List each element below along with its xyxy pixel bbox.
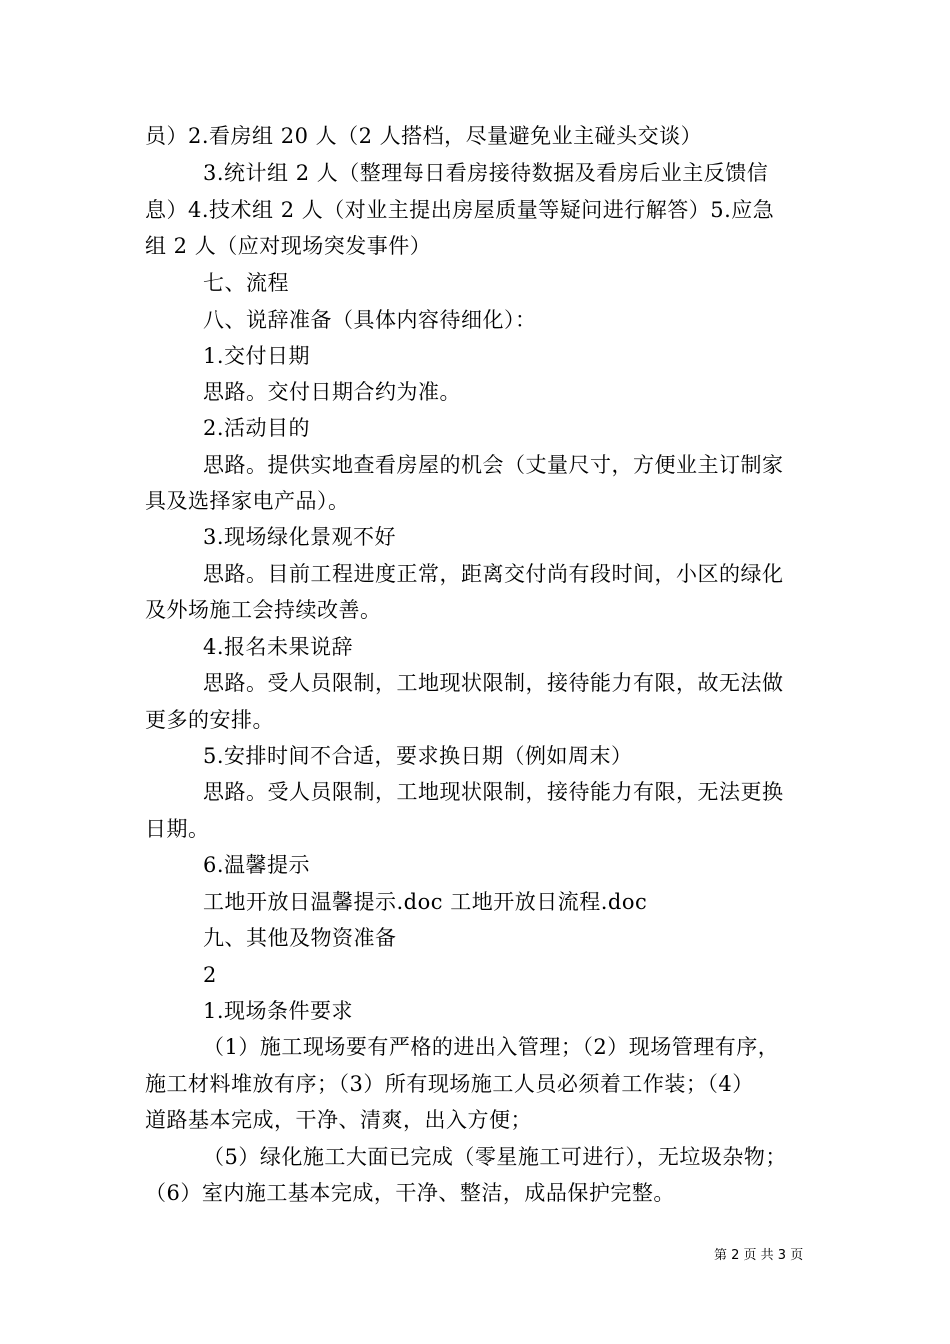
text-line: 更多的安排。 <box>145 708 274 732</box>
text-line: 1.交付日期 <box>203 344 311 368</box>
text-line: 施工材料堆放有序；（3）所有现场施工人员必须着工作装；（4） <box>145 1072 754 1096</box>
text-line: （1）施工现场要有严格的进出入管理；（2）现场管理有序， <box>203 1035 780 1059</box>
text-line: 5.安排时间不合适，要求换日期（例如周末） <box>203 744 633 768</box>
section-heading: 八、说辞准备（具体内容待细化）： <box>203 308 537 332</box>
text-line: 思路。受人员限制，工地现状限制，接待能力有限，无法更换 <box>203 780 784 804</box>
text-line: 思路。交付日期合约为准。 <box>203 380 461 404</box>
text-line: 思路。受人员限制，工地现状限制，接待能力有限，故无法做 <box>203 671 784 695</box>
text-line: 4.报名未果说辞 <box>203 635 354 659</box>
text-line: 6.温馨提示 <box>203 853 311 877</box>
text-line: 员）2.看房组 20 人（2 人搭档，尽量避免业主碰头交谈） <box>145 124 703 148</box>
text-line: （6）室内施工基本完成，干净、整洁，成品保护完整。 <box>145 1181 675 1205</box>
text-line: 3.统计组 2 人（整理每日看房接待数据及看房后业主反馈信 <box>203 161 769 185</box>
text-line: 组 2 人（应对现场突发事件） <box>145 234 432 258</box>
text-line: 日期。 <box>145 817 210 841</box>
text-line: 2.活动目的 <box>203 416 311 440</box>
text-line: 道路基本完成，干净、清爽，出入方便； <box>145 1108 532 1132</box>
text-line: 2 <box>203 963 217 987</box>
text-line: （5）绿化施工大面已完成（零星施工可进行），无垃圾杂物； <box>203 1145 787 1169</box>
page-indicator: 第 2 页 共 3 页 <box>714 1248 804 1263</box>
text-line: 具及选择家电产品）。 <box>145 489 350 513</box>
text-line: 及外场施工会持续改善。 <box>145 598 382 622</box>
text-line: 工地开放日温馨提示.doc 工地开放日流程.doc <box>203 890 648 914</box>
text-line: 思路。提供实地查看房屋的机会（丈量尺寸，方便业主订制家 <box>203 453 784 477</box>
section-heading: 七、流程 <box>203 271 289 295</box>
text-line: 1.现场条件要求 <box>203 999 354 1023</box>
text-line: 息）4.技术组 2 人（对业主提出房屋质量等疑问进行解答）5.应急 <box>145 198 775 222</box>
text-line: 3.现场绿化景观不好 <box>203 525 397 549</box>
text-line: 思路。目前工程进度正常，距离交付尚有段时间，小区的绿化 <box>203 562 784 586</box>
section-heading: 九、其他及物资准备 <box>203 926 397 950</box>
